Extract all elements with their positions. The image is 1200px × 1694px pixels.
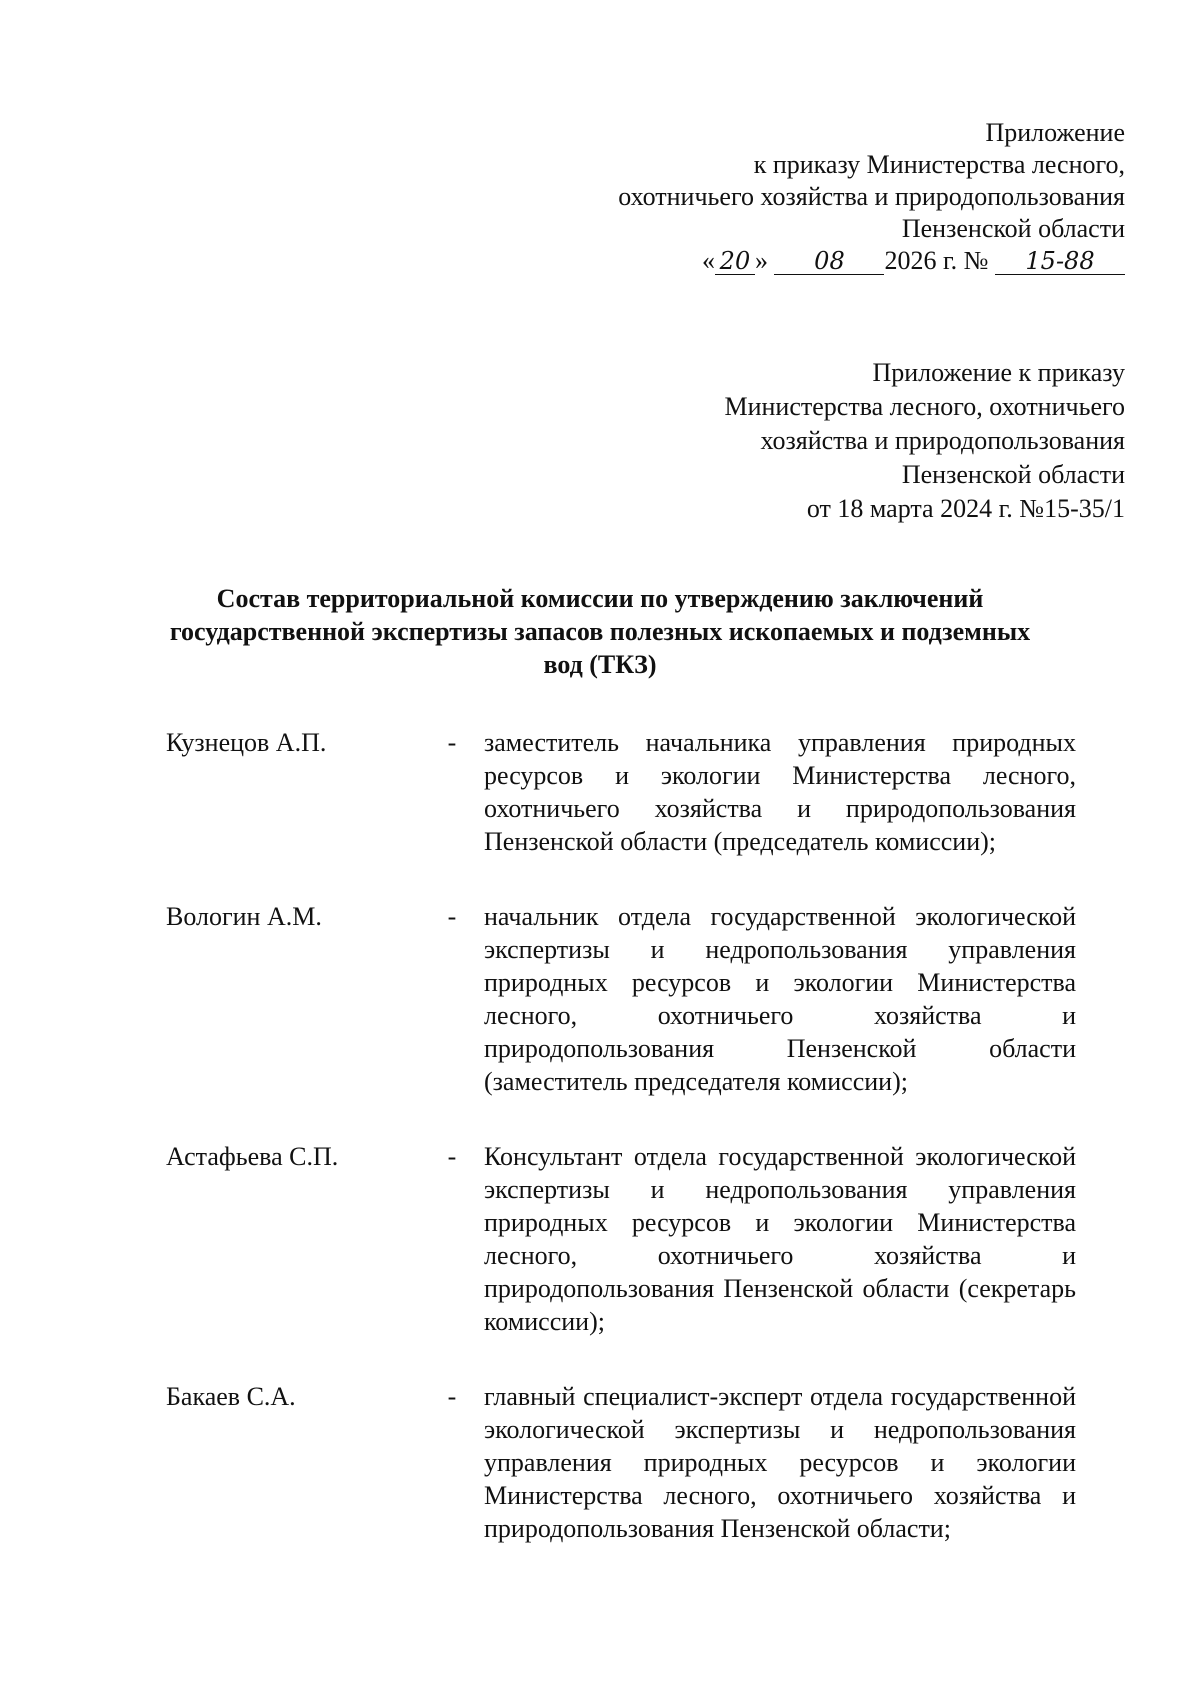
member-name: Вологин А.М. — [166, 902, 322, 931]
appendix-line: Пензенской области — [901, 214, 1125, 243]
member-role: заместитель начальника управления природных ресурсов и экологии Министерства лесного, охотничьего хозяйства и природопользования Пензенской области (председатель комиссии); — [484, 728, 1076, 856]
member-entry — [166, 1380, 1076, 1545]
appendix-line: охотничьего хозяйства и природопользования — [618, 182, 1125, 211]
member-dash: - — [447, 1382, 457, 1411]
document-title — [120, 582, 1080, 681]
title-line: Состав территориальной комиссии по утверждению заключений — [216, 584, 984, 613]
member-dash: - — [447, 1142, 457, 1171]
handwritten-order-number: 15-88 — [995, 248, 1125, 275]
title-line: вод (ТКЗ) — [543, 650, 657, 679]
member-entry — [166, 1140, 1076, 1338]
close-quote: » — [754, 246, 768, 275]
appendix-line: Министерства лесного, охотничьего — [724, 392, 1125, 421]
member-role: Консультант отдела государственной экологической экспертизы и недропользования управления природных ресурсов и экологии Министерства лесного, охотничьего хозяйства и природопользования Пензенской области (секретарь комиссии); — [484, 1142, 1076, 1336]
commission-members-list — [166, 726, 1076, 1587]
member-name: Астафьева С.П. — [166, 1142, 339, 1171]
appendix-line: Приложение к приказу — [872, 358, 1125, 387]
handwritten-month: 08 — [774, 248, 884, 275]
member-dash: - — [447, 902, 457, 931]
member-name: Кузнецов А.П. — [166, 728, 327, 757]
appendix-line: к приказу Министерства лесного, — [753, 150, 1125, 179]
appendix-header-old — [724, 356, 1125, 526]
member-entry — [166, 900, 1076, 1098]
member-role: начальник отдела государственной экологической экспертизы и недропользования управления природных ресурсов и экологии Министерства лесного, охотничьего хозяйства и природопользования Пензенской области (заместитель председателя комиссии); — [484, 902, 1076, 1096]
order-date-line — [618, 245, 1125, 277]
open-quote: « — [701, 246, 715, 275]
appendix-line: от 18 марта 2024 г. №15-35/1 — [806, 494, 1125, 523]
year-text: 2026 г. № — [884, 246, 989, 275]
member-dash: - — [447, 728, 457, 757]
appendix-header-new — [618, 117, 1125, 277]
handwritten-day: 20 — [715, 248, 755, 275]
appendix-line: Приложение — [985, 118, 1125, 147]
appendix-line: Пензенской области — [901, 460, 1125, 489]
member-role: главный специалист-эксперт отдела государственной экологической экспертизы и недропользования управления природных ресурсов и экологии Министерства лесного, охотничьего хозяйства и природопользования Пензенской области; — [484, 1382, 1076, 1543]
member-entry — [166, 726, 1076, 858]
title-line: государственной экспертизы запасов полезных ископаемых и подземных — [169, 617, 1031, 646]
member-name: Бакаев С.А. — [166, 1382, 296, 1411]
appendix-line: хозяйства и природопользования — [760, 426, 1125, 455]
